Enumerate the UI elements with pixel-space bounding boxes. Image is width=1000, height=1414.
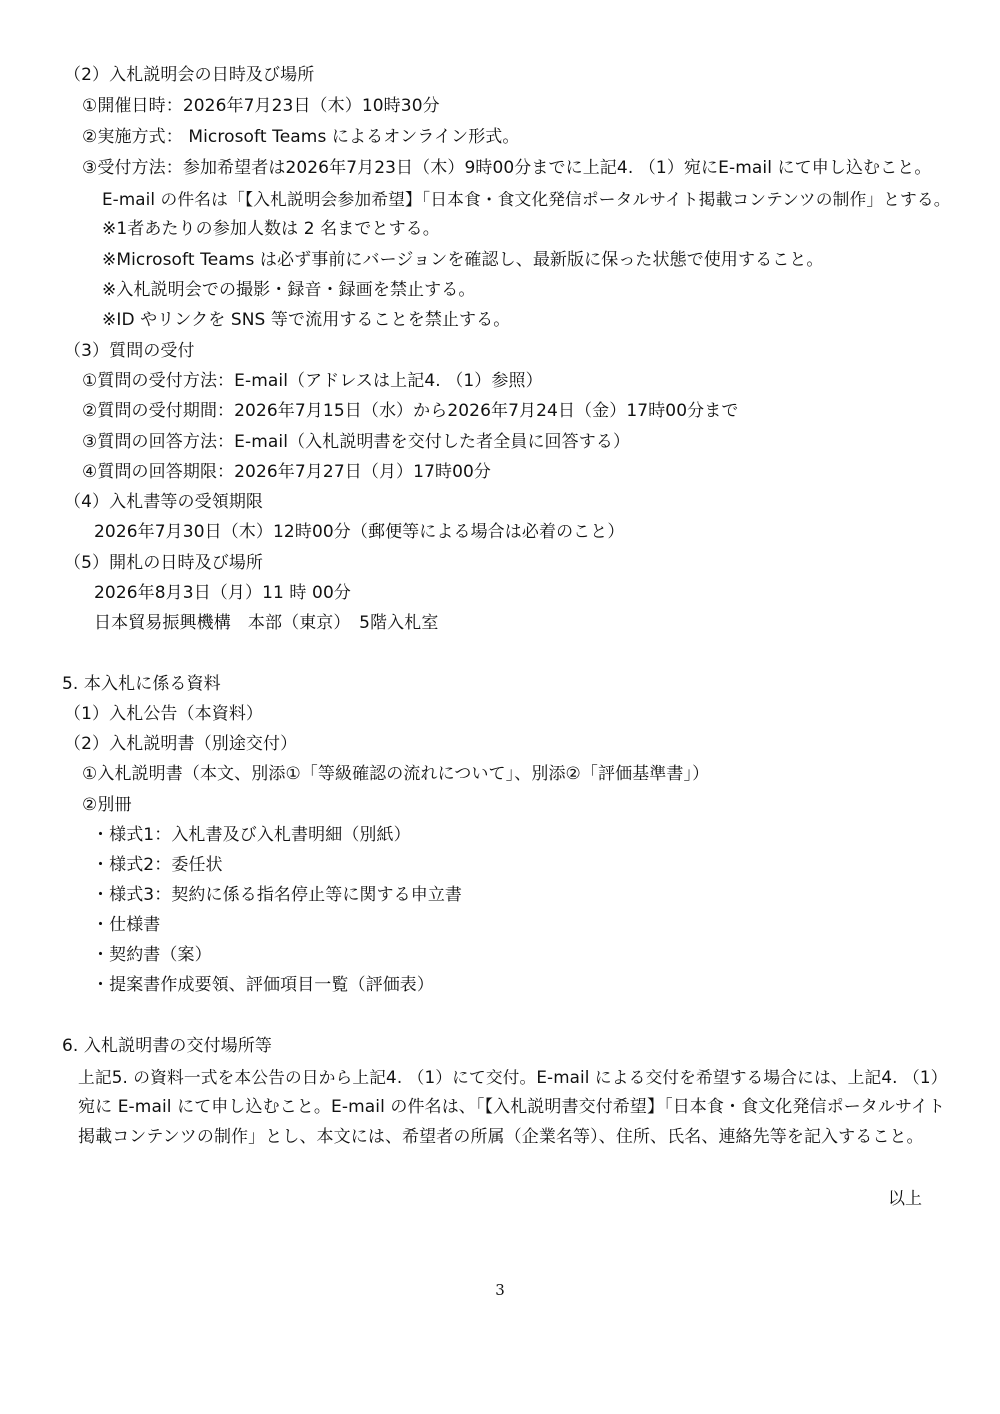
appendix-item: ・提案書作成要領、評価項目一覧（評価表） xyxy=(92,975,434,995)
section-5-heading: 5. 本入札に係る資料 xyxy=(62,674,221,694)
note-recording: ※入札説明会での撮影・録音・録画を禁止する。 xyxy=(102,280,476,300)
meeting-method: ②実施方式： Microsoft Teams によるオンライン形式。 xyxy=(82,127,520,147)
note-participants: ※1者あたりの参加人数は 2 名までとする。 xyxy=(102,219,440,239)
bid-instructions-item: ①入札説明書（本文、別添①「等級確認の流れについて」、別添②「評価基準書」） xyxy=(82,764,710,784)
appendix-item: ・様式2：委任状 xyxy=(92,855,223,875)
section-4-5-heading: （5）開札の日時及び場所 xyxy=(64,553,264,573)
appendix-item: ・契約書（案） xyxy=(92,945,212,965)
page-number: 3 xyxy=(495,1281,505,1299)
closing-text: 以上 xyxy=(888,1189,922,1209)
opening-date: 2026年8月3日（月）11 時 00分 xyxy=(94,583,351,603)
section-6-body-line: 上記5. の資料一式を本公告の日から上記4. （1）にて交付。E-mail による交付を希望する場合には、上記4. （1） xyxy=(78,1067,948,1087)
meeting-date: ①開催日時：2026年7月23日（木）10時30分 xyxy=(82,96,440,116)
note-sns: ※ID やリンクを SNS 等で流用することを禁止する。 xyxy=(102,310,511,330)
appendix-item: ・様式1：入札書及び入札書明細（別紙） xyxy=(92,825,411,845)
question-method: ①質問の受付方法：E-mail（アドレスは上記4. （1）参照） xyxy=(82,371,543,391)
appendix-item: ・仕様書 xyxy=(92,915,161,935)
section-6-body-line: 掲載コンテンツの制作」とし、本文には、希望者の所属（企業名等）、住所、氏名、連絡先等を記入すること。 xyxy=(78,1127,924,1147)
meeting-registration: ③受付方法：参加希望者は2026年7月23日（木）9時00分までに上記4. （1）宛にE-mail にて申し込むこと。 xyxy=(82,158,932,178)
section-6-heading: 6. 入札説明書の交付場所等 xyxy=(62,1036,273,1056)
appendix-heading: ②別冊 xyxy=(82,795,132,815)
answer-deadline: ④質問の回答期限：2026年7月27日（月）17時00分 xyxy=(82,462,492,482)
answer-method: ③質問の回答方法：E-mail（入札説明書を交付した者全員に回答する） xyxy=(82,432,631,452)
section-4-4-heading: （4）入札書等の受領期限 xyxy=(64,492,264,512)
bid-deadline: 2026年7月30日（木）12時00分（郵便等による場合は必着のこと） xyxy=(94,522,625,542)
section-6-body-line: 宛に E-mail にて申し込むこと。E-mail の件名は、「【入札説明書交付希望】「日本食・食文化発信ポータルサイト xyxy=(78,1097,946,1117)
section-4-3-heading: （3）質問の受付 xyxy=(64,341,195,361)
appendix-item: ・様式3：契約に係る指名停止等に関する申立書 xyxy=(92,885,463,905)
section-4-2-heading: （2）入札説明会の日時及び場所 xyxy=(64,65,315,85)
section-5-1: （1）入札公告（本資料） xyxy=(64,704,264,724)
section-5-2: （2）入札説明書（別途交付） xyxy=(64,734,298,754)
meeting-registration-subject: E-mail の件名は「【入札説明会参加希望】「日本食・食文化発信ポータルサイト掲載コンテンツの制作」とする。 xyxy=(102,189,951,209)
opening-place: 日本貿易振興機構 本部（東京） 5階入札室 xyxy=(94,613,439,633)
note-teams-version: ※Microsoft Teams は必ず事前にバージョンを確認し、最新版に保った状態で使用すること。 xyxy=(102,250,824,270)
question-period: ②質問の受付期間：2026年7月15日（水）から2026年7月24日（金）17時00分まで xyxy=(82,401,739,421)
